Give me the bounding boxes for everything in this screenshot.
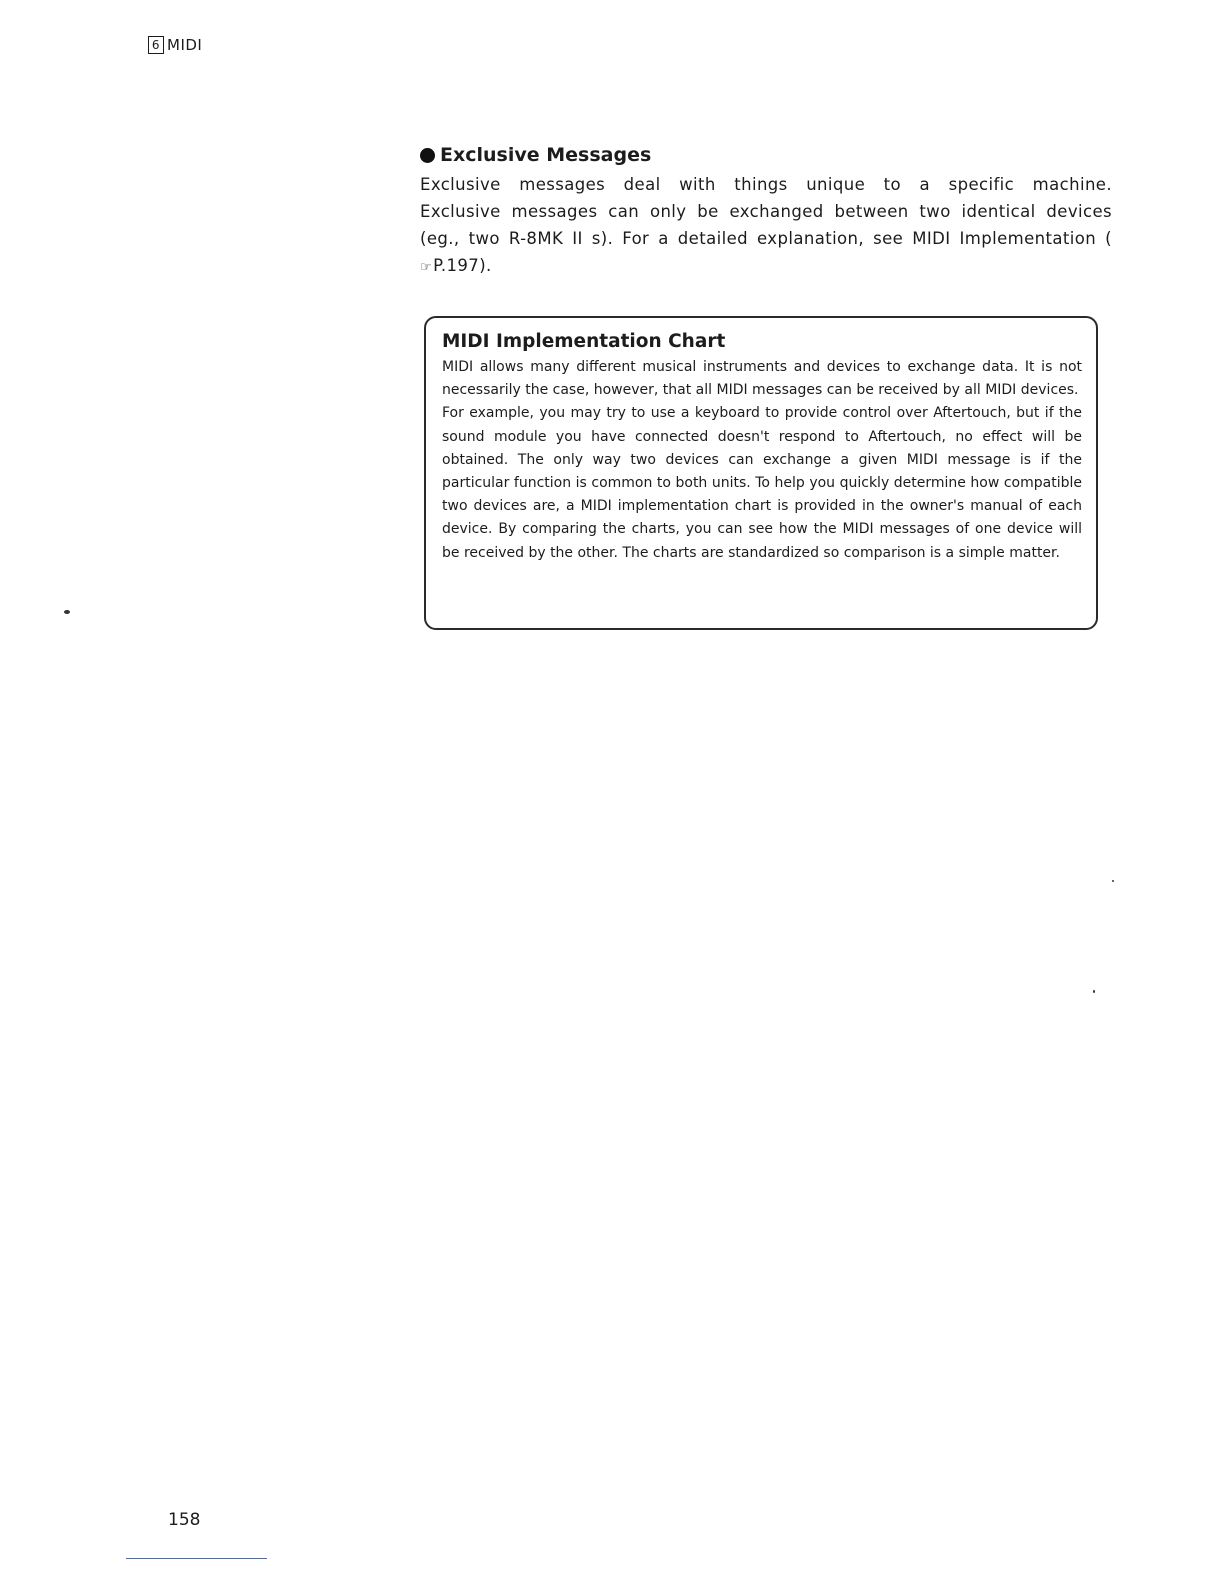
footer-rule [126,1558,267,1559]
section-body-text: Exclusive messages deal with things unique to a specific machine. Exclusive messages can only be exchanged between two identical devices (eg., two R-8MK II s). For a detailed explanation, see MIDI Implementation ( [420,175,1112,248]
section-body-end: ). [479,256,492,275]
midi-implementation-chart-box [424,316,1098,630]
chart-box-paragraph: MIDI allows many different musical instruments and devices to exchange data. It is not necessarily the case, however, that all MIDI messages can be received by all MIDI devices. [442,359,1082,399]
pointing-hand-icon: ☞ [420,260,433,275]
section-heading [420,143,1112,167]
chart-box-paragraph: For example, you may try to use a keyboard to provide control over Aftertouch, but if the sound module you have connected doesn't respond to Aftertouch, no effect will be obtained. The only way two devices can exchange a given MIDI message is if the particular function is common to both units. To help you quickly determine how compatible two devices are, a MIDI implementation chart is provided in the owner's manual of each device. By comparing the charts, you can see how the MIDI messages of one device will be received by the other. The charts are standardized so comparison is a simple matter. [442,405,1082,561]
chapter-number-badge: 6 [148,36,164,54]
page-number: 158 [168,1510,201,1530]
chart-box-body [442,356,1082,565]
scan-speck [1112,880,1114,882]
bullet-icon [420,148,435,163]
page-header [148,36,202,54]
chart-box-title: MIDI Implementation Chart [442,331,726,352]
section-heading-text: Exclusive Messages [440,144,652,166]
chapter-title: MIDI [167,36,203,54]
page-reference[interactable]: P.197 [433,256,480,275]
section-body [420,171,1112,281]
exclusive-messages-section [420,143,1112,281]
scan-speck [1093,990,1095,993]
scan-speck [64,610,70,614]
